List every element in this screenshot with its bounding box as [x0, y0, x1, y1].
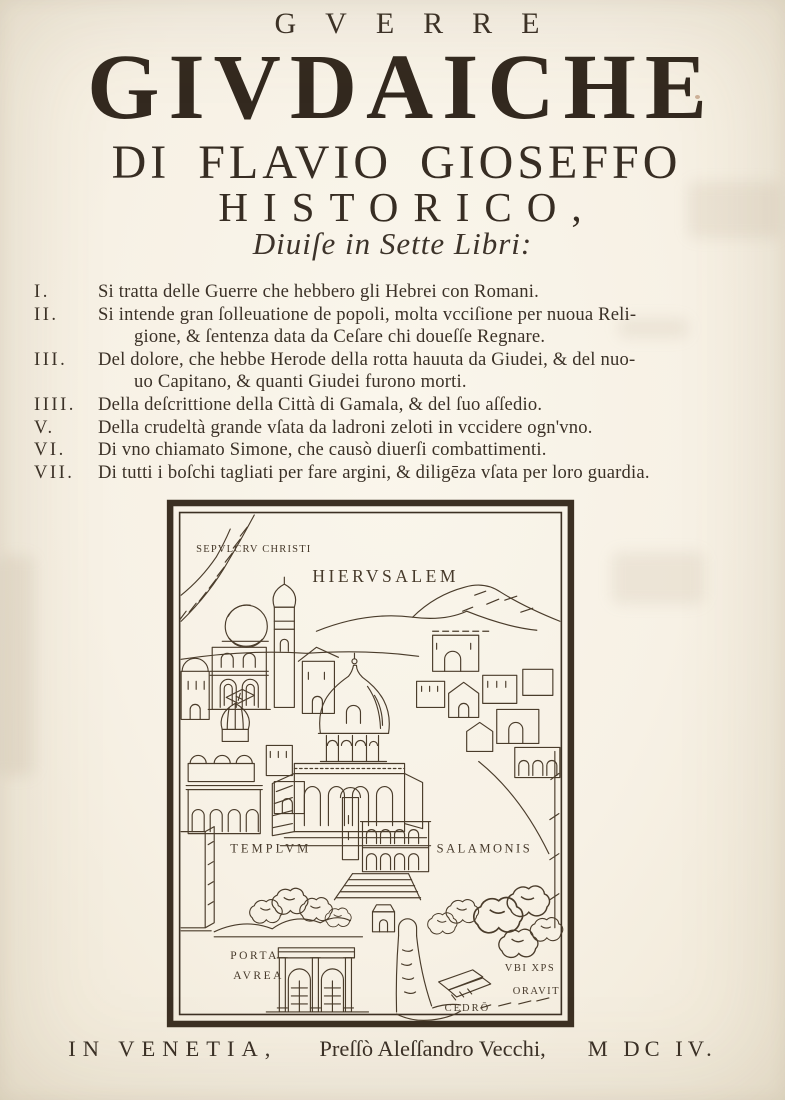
label-oravit: ORAVIT [512, 985, 561, 997]
book-line: Del dolore, che hebbe Herode della rotta hauuta da Giudei, & del nuo- [98, 348, 636, 370]
book-numeral: IIII. [34, 393, 76, 415]
book-entry [34, 417, 758, 440]
title-division-note: Diuiſe in Sette Libri: [252, 226, 533, 261]
imprint-publisher: Preſſò Aleſſandro Vecchi, [319, 1036, 546, 1061]
label-cedron: CEDRŌ [444, 1002, 491, 1014]
book-line: Della deſcrittione della Città di Gamala, & del ſuo aſſedio. [98, 393, 543, 415]
label-hierusalem: HIERVSALEM [312, 566, 459, 587]
show-through-mark [0, 556, 34, 776]
label-salamonis: SALAMONIS [436, 841, 533, 856]
book-line: Di vno chiamato Simone, che causò diuerſi combattimenti. [98, 439, 547, 461]
imprint-year: M DC IV. [587, 1036, 717, 1061]
book-line: Si intende gran ſolleuatione de popoli, molta vcciſione per nuoua Reli- [98, 303, 637, 325]
book-entry [34, 439, 758, 462]
book-numeral: III. [34, 348, 68, 370]
label-templum: TEMPLVM [230, 841, 312, 856]
book-entry [34, 281, 758, 304]
book-numeral: II. [34, 303, 59, 325]
book-numeral: VII. [34, 461, 75, 483]
woodcut-trees [250, 886, 563, 957]
book-numeral: VI. [34, 439, 66, 461]
book-list [34, 281, 758, 484]
label-porta: PORTA [230, 949, 279, 962]
woodcut-scene [180, 515, 560, 1020]
book-line: uo Capitano, & quanti Giudei furono morti. [134, 371, 467, 393]
title-kicker: GVERRE [274, 7, 569, 40]
book-entry [34, 394, 758, 417]
book-line: gione, & ſentenza data da Ceſare chi doueſſe Regnare. [134, 326, 546, 348]
imprint-line [0, 1036, 785, 1062]
book-entry [34, 462, 758, 485]
book-line: Si tratta delle Guerre che hebbero gli Hebrei con Romani. [98, 281, 539, 302]
book-line: Della crudeltà grande vſata da ladroni zeloti in vccidere ogn'vno. [98, 416, 593, 438]
jerusalem-woodcut [166, 499, 575, 1028]
title-subtitle: HISTORICO, [218, 184, 597, 230]
book-line: Di tutti i boſchi tagliati per fare argini, & diligēza vſata per loro guardia. [98, 461, 650, 483]
imprint-place: IN VENETIA, [68, 1036, 278, 1061]
label-aurea: AVREA [233, 969, 284, 982]
book-entry [34, 349, 758, 394]
label-sepulcrum-christi: SEPVLCRV CHRISTI [196, 544, 312, 556]
title-main: GIVDAICHE [87, 36, 716, 139]
show-through-mark [612, 552, 704, 604]
book-numeral: V. [34, 416, 55, 438]
title-author-line: DI FLAVIO GIOSEFFO [111, 136, 682, 189]
book-entry [34, 304, 758, 349]
book-numeral: I. [34, 281, 50, 302]
label-vbi-xps: VBI XPS [504, 962, 556, 974]
